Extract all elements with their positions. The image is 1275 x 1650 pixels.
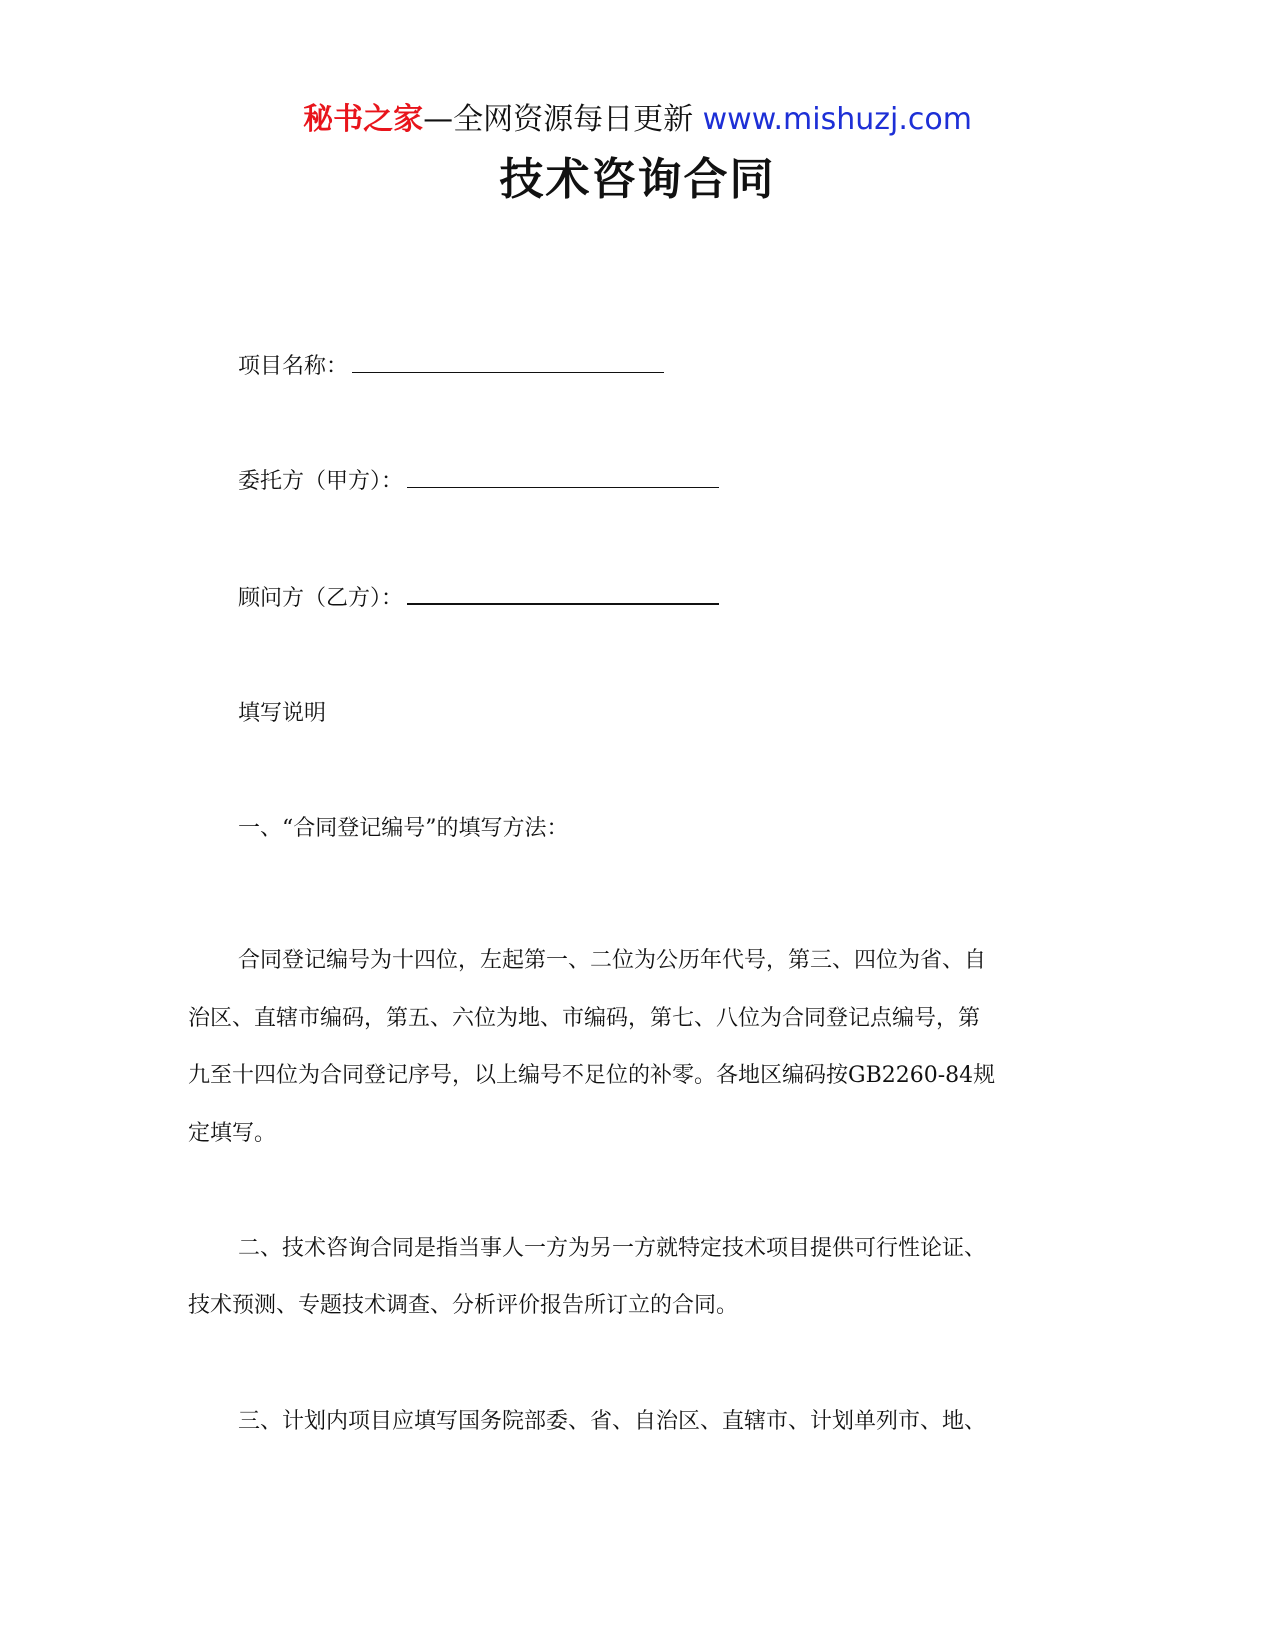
consultant-party-label: 顾问方（乙方）： (238, 586, 404, 611)
project-name-field (238, 350, 664, 384)
item1-body-line: 定填写。 (188, 1121, 277, 1146)
item2-line: 二、技术咨询合同是指当事人一方为另一方就特定技术项目提供可行性论证、 (238, 1236, 987, 1261)
site-tagline: —全网资源每日更新 (423, 102, 694, 137)
project-name-label: 项目名称： (238, 354, 349, 379)
item2-line: 技术预测、专题技术调查、分析评价报告所订立的合同。 (188, 1293, 739, 1318)
item1-body-line: 合同登记编号为十四位，左起第一、二位为公历年代号，第三、四位为省、自 (238, 948, 987, 973)
document-title: 技术咨询合同 (499, 154, 776, 205)
item1-body-line: 治区、直辖市编码，第五、六位为地、市编码，第七、八位为合同登记点编号，第 (188, 1006, 981, 1031)
project-name-blank[interactable] (352, 350, 664, 373)
item1-body-line: 九至十四位为合同登记序号，以上编号不足位的补零。各地区编码按GB2260-84规 (188, 1063, 996, 1088)
instructions-heading: 填写说明 (238, 701, 327, 726)
client-party-blank[interactable] (407, 465, 719, 488)
consultant-party-blank[interactable] (407, 581, 719, 605)
site-header (0, 98, 1275, 142)
site-url-link[interactable]: www.mishuzj.com (702, 102, 972, 137)
item3-line: 三、计划内项目应填写国务院部委、省、自治区、直辖市、计划单列市、地、 (238, 1409, 987, 1434)
site-brand: 秘书之家 (303, 102, 424, 137)
client-party-label: 委托方（甲方）： (238, 469, 404, 494)
item1-title: 一、“合同登记编号”的填写方法： (238, 816, 569, 841)
client-party-field (238, 465, 719, 499)
consultant-party-field (238, 581, 719, 616)
